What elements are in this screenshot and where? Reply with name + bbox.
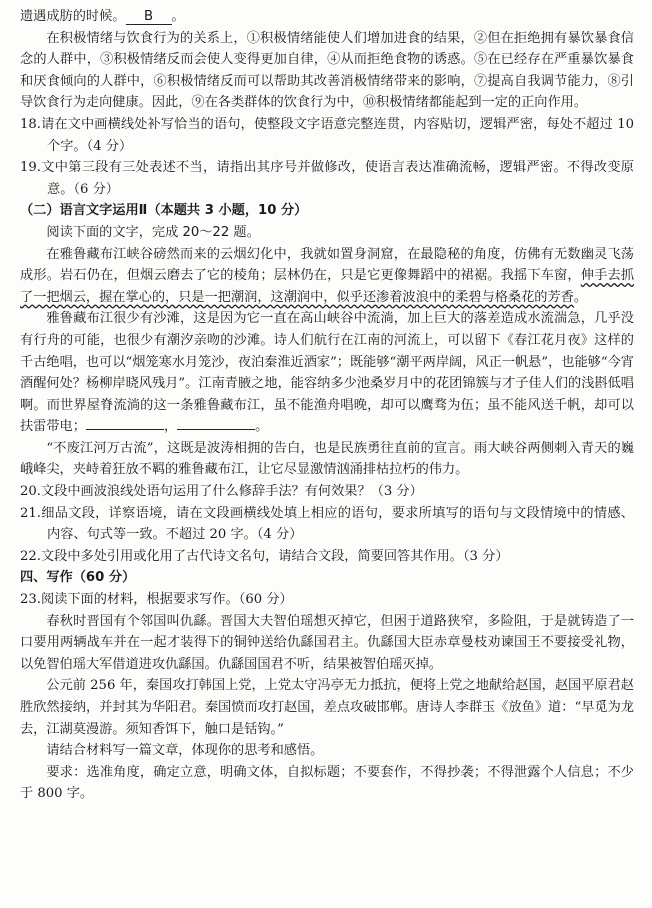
text-paragraph-2: 雅鲁藏布江很少有沙滩，这是因为它一直在高山峡谷中流淌，加上巨大的落差造成水流湍急，几乎没有行舟的可能，也很少有潮汐亲吻的沙滩。诗人们航行在江南的河流上，可以留下《春江花月夜》这样的千古绝唱，也可以“烟笼寒水月笼沙，夜泊秦淮近酒家”；既能够“潮平两岸阔，风正一帆悬”，也能够“今宵酒醒何处？杨柳岸晓风残月”。江南青腋之地，能容纳多少池桑岁月中的花团锦簇与才子佳人们的浅斟低唱啊。而世界屋脊流淌的这一条雅鲁藏布江，虽不能渔舟唱晚，却可以鹰骛为伍；虽不能风送千帆，却可以扶雷带电； ， 。 [20,311,634,435]
question-22: 22.文段中多处引用或化用了古代诗文名句，请结合文段，简要回答其作用。（3 分） [20,548,509,564]
material-paragraph-1: 春秋时晋国有个邻国叫仇繇。晋国大夫智伯瑶想灭掉它，但困于道路狭窄，多险阻，于是就铸造了一口要用两辆战车并在一起才装得下的铜钟送给仇繇国君主。仇繇国大臣赤章曼枝劝谏国王不要接受礼物，以免智伯瑶大军借道进攻仇繇国。仇繇国国君不听，结果被智伯瑶灭掉。 [20,613,634,672]
fill-blank-2 [177,417,255,430]
section-heading-4: 四、写作（60 分） [20,570,136,586]
question-19: 19.文中第三段有三处表述不当，请指出其序号并做修改，使语言表达准确流畅，逻辑严密。不得改变原意。（6 分） [20,160,634,197]
question-18: 18.请在文中画横线处补写恰当的语句，使整段文字语意完整连贯，内容贴切，逻辑严密，每处不超过 10 个字。（4 分） [20,116,634,154]
passage-paragraph-3: 在积极情绪与饮食行为的关系上，①积极情绪能使人们增加进食的结果，②但在拒绝拥有暴饮暴食信念的人群中，③积极情绪反而会使人变得更加自律，④从而拒绝食物的诱惑。⑤在已经存在严重暴饮暴食和厌食倾向的人群中，⑥积极情绪反而可以帮助其改善消极情绪带来的影响，⑦提高自我调节能力，⑧引导饮食行为走向健康。因此，⑨在各类群体的饮食行为中，⑩积极情绪都能起到一定的正向作用。 [20,30,634,111]
reading-instruction: 阅读下面的文字，完成 20～22 题。 [46,224,260,240]
text-paragraph-1: 在雅鲁藏布江峡谷磅然而来的云烟幻化中，我就如置身洞窟，在最隐秘的角度，仿佛有无数幽灵飞荡成形。岩石仍在，但烟云磨去了它的棱角；层林仍在，只是它更像舞蹈中的裙裾。我摇下车窗，伸手去抓了一把烟云，握在掌心的，只是一把潮润，这潮润中，似乎还渗着波浪中的柔碧与格桑花的芳香。 [20,246,635,305]
wavy-underlined-sentence: 伸手去抓了一把烟云，握在掌心的，只是一把潮润，这潮润中，似乎还渗着波浪中的柔碧与格桑花的芳香 [20,268,635,305]
fill-blank-1 [86,417,164,430]
question-21: 21.细品文段，详察语境，请在文段画横线处填上相应的语句，要求所填写的语句与文段情境中的情感、内容、句式等一致。不超过 20 字。（4 分） [20,505,634,543]
writing-requirements: 要求：选准角度，确定立意，明确文体，自拟标题；不要套作，不得抄袭；不得泄露个人信息；不少于 800 字。 [20,764,634,802]
text-paragraph-3: “不废江河万古流”，这既是波涛相拥的告白，也是民族勇往直前的宣言。雨大峡谷两侧刺入青天的巍峨峰尖，夹峙着狂放不羁的雅鲁藏布江，让它尽显激情汹涌排枯拉朽的伟力。 [20,440,634,478]
question-20: 20.文段中画波浪线处语句运用了什么修辞手法？有何效果？（3 分） [20,484,423,500]
question-23: 23.阅读下面的材料，根据要求写作。（60 分） [20,592,293,608]
previous-answer-line: 遗遇成肪的时候。 B 。 [20,9,185,24]
section-heading-2: （二）语言文字运用Ⅱ（本题共 3 小题，10 分） [20,203,308,219]
answer-blank: B [126,9,172,25]
writing-task: 请结合材料写一篇文章，体现你的思考和感悟。 [46,743,324,759]
material-paragraph-2: 公元前 256 年，秦国攻打韩国上党，上党太守冯亭无力抵抗，便将上党之地献给赵国，赵国平原君赵胜欣然接纳，并封其为华阳君。秦国愤而攻打赵国，差点攻破邯郸。唐诗人李群玉《放鱼》道：“早觅为龙去，江湖莫漫游。须知香饵下，触口是铦钩。” [20,678,634,737]
